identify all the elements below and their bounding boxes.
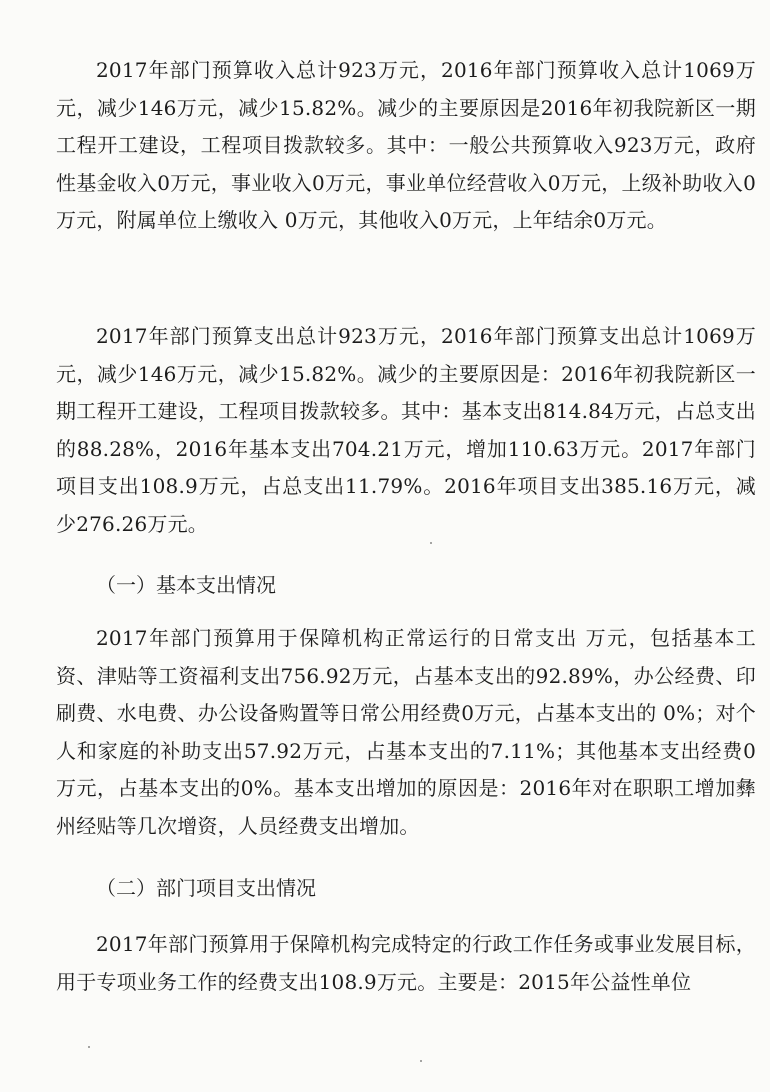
scan-speck <box>88 1046 90 1048</box>
income-paragraph: 2017年部门预算收入总计923万元，2016年部门预算收入总计1069万元，减少146万元，减少15.82%。减少的主要原因是2016年初我院新区一期工程开工建设，工程项目拨款较多。其中：一般公共预算收入923万元，政府性基金收入0万元，事业收入0万元，事业单位经营收入0万元，上级补助收入0万元，附属单位上缴收入 0万元，其他收入0万元，上年结余0万元。 <box>56 58 756 232</box>
basic-expenditure-heading: （一）基本支出情况 <box>96 573 276 597</box>
project-expenditure-paragraph: 2017年部门预算用于保障机构完成特定的行政工作任务或事业发展目标，用于专项业务工作的经费支出108.9万元。主要是：2015年公益性单位 <box>56 932 756 994</box>
project-expenditure-heading: （二）部门项目支出情况 <box>96 876 316 900</box>
basic-expenditure-paragraph: 2017年部门预算用于保障机构正常运行的日常支出 万元，包括基本工资、津贴等工资福利支出756.92万元，占基本支出的92.89%，办公经费、印刷费、水电费、办公设备购置等日常公用经费0万元，占基本支出的 0%；对个人和家庭的补助支出57.92万元，占基本支出的7.11%；其他基本支出经费0万元，占基本支出的0%。基本支出增加的原因是：2016年对在职职工增加彝州经贴等几次增资，人员经费支出增加。 <box>56 626 756 838</box>
scan-speck <box>420 1060 422 1062</box>
expenditure-paragraph: 2017年部门预算支出总计923万元，2016年部门预算支出总计1069万元，减少146万元，减少15.82%。减少的主要原因是：2016年初我院新区一期工程开工建设，工程项目拨款较多。其中：基本支出814.84万元，占总支出的88.28%，2016年基本支出704.21万元，增加110.63万元。2017年部门项目支出108.9万元，占总支出11.79%。2016年项目支出385.16万元，减少276.26万元。 <box>56 324 756 536</box>
scan-speck <box>430 542 432 544</box>
